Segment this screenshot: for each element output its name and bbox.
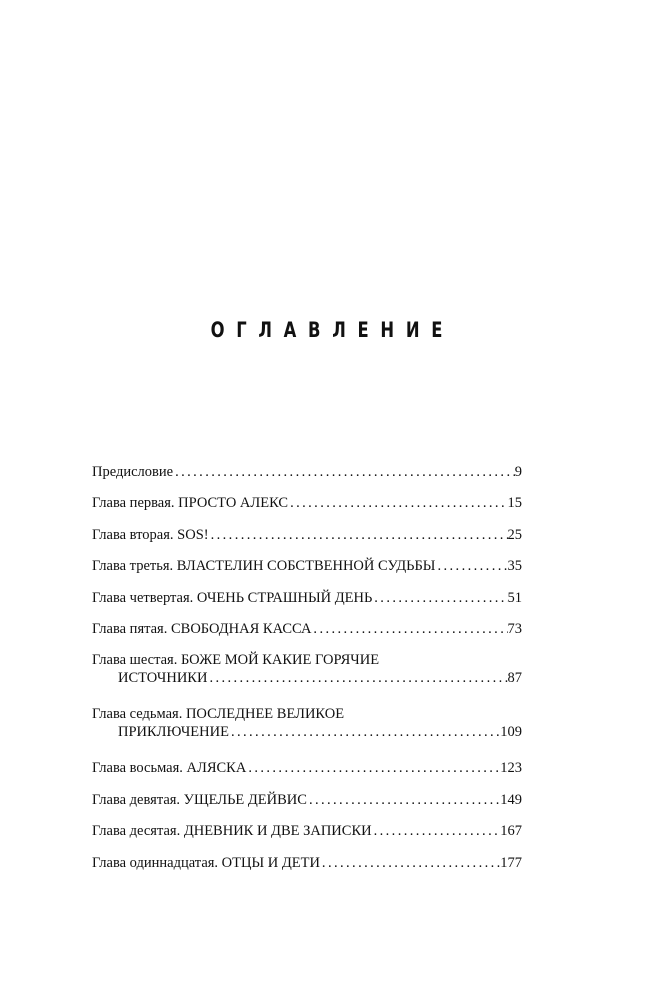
dot-leader xyxy=(435,557,507,575)
toc-entry-chapter-11[interactable] xyxy=(92,854,522,885)
toc-entry-page: 177 xyxy=(500,854,522,871)
toc-entry-chapter-8[interactable] xyxy=(92,759,522,790)
toc-entry-page: 149 xyxy=(500,791,522,808)
toc-entry-preface[interactable] xyxy=(92,463,522,494)
dot-leader xyxy=(307,791,500,809)
toc-entry-page: 25 xyxy=(507,526,522,543)
toc-entry-page: 51 xyxy=(507,589,522,606)
toc-entry-title: Глава первая. ПРОСТО АЛЕКС xyxy=(92,495,289,512)
toc-entry-page: 9 xyxy=(514,464,522,480)
toc-entry-title: Глава пятая. СВОБОДНАЯ КАССА xyxy=(92,620,312,637)
dot-leader xyxy=(288,494,507,512)
table-of-contents xyxy=(92,463,522,885)
toc-entry-chapter-2[interactable] xyxy=(92,526,522,557)
toc-entry-chapter-6[interactable] xyxy=(92,651,522,705)
toc-entry-title: Глава четвертая. ОЧЕНЬ СТРАШНЫЙ ДЕНЬ xyxy=(92,589,373,606)
toc-entry-title: Глава шестая. БОЖЕ МОЙ КАКИЕ ГОРЯЧИЕ xyxy=(92,652,380,669)
dot-leader xyxy=(173,463,515,481)
toc-entry-chapter-3[interactable] xyxy=(92,557,522,588)
toc-entry-title: Глава восьмая. АЛЯСКА xyxy=(92,760,247,777)
dot-leader xyxy=(372,822,501,840)
toc-entry-page: 73 xyxy=(507,620,522,637)
toc-entry-title: Глава третья. ВЛАСТЕЛИН СОБСТВЕННОЙ СУДЬБЫ xyxy=(92,558,436,575)
toc-entry-title: Глава вторая. SOS! xyxy=(92,526,209,543)
toc-entry-title-continuation: ИСТОЧНИКИ xyxy=(118,670,208,687)
dot-leader xyxy=(229,723,500,741)
toc-entry-title: Глава одиннадцатая. ОТЦЫ И ДЕТИ xyxy=(92,854,320,871)
dot-leader xyxy=(207,669,507,687)
toc-entry-title-continuation: ПРИКЛЮЧЕНИЕ xyxy=(118,724,229,741)
toc-entry-page: 87 xyxy=(507,670,522,687)
toc-entry-chapter-4[interactable] xyxy=(92,589,522,620)
toc-entry-chapter-7[interactable] xyxy=(92,705,522,759)
toc-entry-chapter-1[interactable] xyxy=(92,494,522,525)
dot-leader xyxy=(246,759,500,777)
toc-entry-chapter-10[interactable] xyxy=(92,822,522,853)
dot-leader xyxy=(311,620,507,638)
toc-entry-page: 167 xyxy=(500,823,522,840)
toc-entry-page: 109 xyxy=(500,724,522,741)
toc-entry-page: 123 xyxy=(500,760,522,777)
page-title: ОГЛАВЛЕНИЕ xyxy=(210,318,455,342)
toc-entry-title: Предисловие xyxy=(92,464,174,480)
dot-leader xyxy=(372,589,507,607)
toc-entry-page: 15 xyxy=(507,495,522,512)
toc-entry-title: Глава девятая. УЩЕЛЬЕ ДЕЙВИС xyxy=(92,791,307,808)
toc-entry-chapter-9[interactable] xyxy=(92,791,522,822)
toc-entry-chapter-5[interactable] xyxy=(92,620,522,651)
toc-entry-page: 35 xyxy=(507,558,522,575)
toc-entry-title: Глава десятая. ДНЕВНИК И ДВЕ ЗАПИСКИ xyxy=(92,823,372,840)
dot-leader xyxy=(320,854,500,872)
dot-leader xyxy=(209,526,508,544)
toc-entry-title: Глава седьмая. ПОСЛЕДНЕЕ ВЕЛИКОЕ xyxy=(92,706,345,723)
